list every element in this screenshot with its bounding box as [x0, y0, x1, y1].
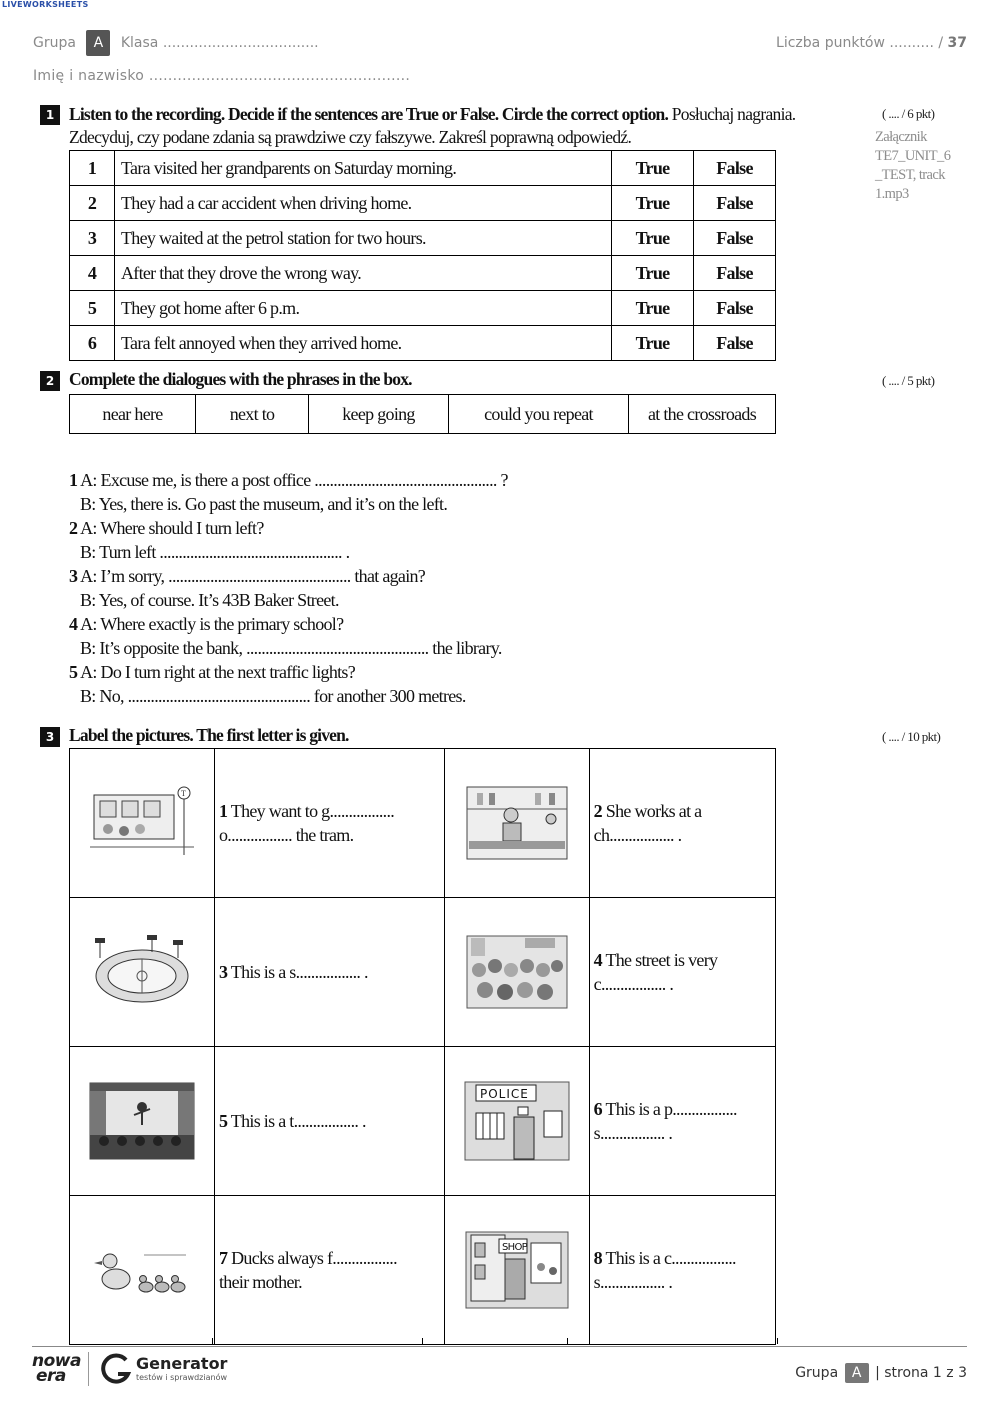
table-row [70, 898, 776, 1047]
stadium-picture [70, 898, 215, 1047]
exercise-1-instruction [69, 103, 879, 149]
tram-picture [70, 749, 215, 898]
table-continuation-divider [422, 1338, 423, 1344]
row-number: 3 [70, 221, 115, 256]
brand-mark: LIVEWORKSHEETS [2, 0, 89, 9]
svg-text:T: T [181, 789, 186, 798]
exercise-1-instruction-pl-1: Posłuchaj nagrania. [671, 104, 796, 124]
picture-table [69, 748, 776, 1345]
table-row [70, 291, 776, 326]
exercise-2-points: ( .... / 5 pkt) [882, 373, 935, 388]
table-row [70, 749, 776, 898]
footer-page-info [795, 1363, 967, 1383]
label-item-5[interactable]: 5 This is a t................. . [215, 1047, 445, 1196]
phrase-item: keep going [309, 395, 449, 434]
class-label: Klasa ................................... [120, 35, 319, 51]
false-option[interactable]: False [694, 256, 776, 291]
row-sentence: Tara felt annoyed when they arrived home. [115, 326, 612, 361]
label-item-4[interactable]: 4 The street is very c................. . [589, 898, 775, 1047]
false-option[interactable]: False [694, 291, 776, 326]
exercise-1-points: ( .... / 6 pkt) [882, 106, 935, 121]
police-station-picture [444, 1047, 589, 1196]
dialogue-line-a: 4 A: Where exactly is the primary school? [69, 614, 344, 634]
row-sentence: After that they drove the wrong way. [115, 256, 612, 291]
points-total: 37 [947, 35, 967, 51]
phrase-item: next to [196, 395, 309, 434]
footer-page-number: | strona 1 z 3 [875, 1365, 967, 1381]
dialogue-text: A: Where should I turn left? [80, 518, 264, 538]
label-item-3[interactable]: 3 This is a s................. . [215, 898, 445, 1047]
exercise-2-instruction-text: Complete the dialogues with the phrases in the box. [69, 369, 412, 389]
false-option[interactable]: False [694, 151, 776, 186]
phrase-box [69, 394, 776, 434]
points-label: Liczba punktów .......... / [776, 35, 944, 51]
footer-group-value: A [845, 1363, 869, 1383]
generator-logo: Generator testów i sprawdzianów [136, 1354, 228, 1382]
table-row [70, 151, 776, 186]
phrase-item: near here [70, 395, 196, 434]
header-group [33, 30, 319, 56]
dialogue-text: A: Do I turn right at the next traffic lights? [80, 662, 356, 682]
row-number: 1 [70, 151, 115, 186]
false-option[interactable]: False [694, 221, 776, 256]
exercise-2-instruction [69, 369, 412, 390]
exercise-1-instruction-en: Listen to the recording. Decide if the sentences are True or False. Circle the correct option. [69, 104, 669, 124]
exercise-3-number: 3 [40, 727, 60, 747]
dialogue-line-a: 5 A: Do I turn right at the next traffic lights? [69, 662, 356, 682]
ducks-picture [70, 1196, 215, 1345]
true-false-table [69, 150, 776, 361]
true-option[interactable]: True [612, 221, 694, 256]
crowd-picture [444, 898, 589, 1047]
exercise-3-points: ( .... / 10 pkt) [882, 729, 941, 744]
exercise-1-attachment [875, 128, 950, 204]
dialogue-line-a: 3 A: I’m sorry, ................................................ that again? [69, 566, 426, 586]
label-item-2[interactable]: 2 She works at a ch................. . [589, 749, 775, 898]
row-number: 4 [70, 256, 115, 291]
row-number: 2 [70, 186, 115, 221]
true-option[interactable]: True [612, 256, 694, 291]
footer-group-label: Grupa [795, 1365, 839, 1381]
points-summary [776, 35, 967, 51]
dialogue-text[interactable]: A: Excuse me, is there a post office ................................................ ? [80, 470, 508, 490]
exercise-3-instruction-text: Label the pictures. The first letter is given. [69, 725, 349, 745]
table-row [70, 186, 776, 221]
true-option[interactable]: True [612, 291, 694, 326]
true-option[interactable]: True [612, 186, 694, 221]
exercise-3-instruction [69, 725, 349, 746]
generator-logo-icon [100, 1352, 132, 1386]
row-number: 5 [70, 291, 115, 326]
label-item-7[interactable]: 7 Ducks always f................. their mother. [215, 1196, 445, 1345]
dialogues [69, 468, 508, 708]
label-item-1[interactable]: 1 They want to g................. o................. the tram. [215, 749, 445, 898]
dialogue-line-b: B: Yes, of course. It’s 43B Baker Street. [80, 590, 339, 610]
true-option[interactable]: True [612, 151, 694, 186]
nowa-era-logo: nowa era [32, 1351, 81, 1386]
dialogue-line-b: B: Yes, there is. Go past the museum, and it’s on the left. [80, 494, 448, 514]
corner-shop-picture [444, 1196, 589, 1345]
pharmacy-picture [444, 749, 589, 898]
phrase-item: at the crossroads [629, 395, 776, 434]
dialogue-line-b[interactable]: B: Turn left ................................................ . [80, 542, 350, 562]
theatre-picture [70, 1047, 215, 1196]
row-sentence: Tara visited her grandparents on Saturday morning. [115, 151, 612, 186]
false-option[interactable]: False [694, 326, 776, 361]
attachment-line: 1.mp3 [875, 186, 909, 202]
exercise-1-number: 1 [40, 105, 60, 125]
table-row [70, 1196, 776, 1345]
table-row [70, 256, 776, 291]
exercise-2-number: 2 [40, 371, 60, 391]
row-sentence: They had a car accident when driving home. [115, 186, 612, 221]
table-row [70, 1047, 776, 1196]
label-item-6[interactable]: 6 This is a p................. s................. . [589, 1047, 775, 1196]
row-sentence: They waited at the petrol station for two hours. [115, 221, 612, 256]
attachment-line: _TEST, track [875, 167, 945, 183]
table-continuation-divider [567, 1338, 568, 1344]
table-continuation [69, 1338, 778, 1344]
footer-logo-divider [88, 1352, 89, 1386]
name-label: Imię i nazwisko ....................................................... [33, 68, 411, 84]
table-row [70, 326, 776, 361]
police-sign-text: POLICE [479, 1087, 529, 1101]
attachment-line: TE7_UNIT_6 [875, 148, 951, 164]
dialogue-text[interactable]: A: I’m sorry, ................................................ that again? [80, 566, 426, 586]
exercise-1-instruction-pl-2: Zdecyduj, czy podane zdania są prawdziwe czy fałszywe. Zakreśl poprawną odpowiedź. [69, 127, 632, 147]
dialogue-line-a: 2 A: Where should I turn left? [69, 518, 264, 538]
false-option[interactable]: False [694, 186, 776, 221]
dialogue-text: A: Where exactly is the primary school? [80, 614, 344, 634]
dialogue-line-b[interactable]: B: No, ................................................ for another 300 metres. [80, 686, 466, 706]
footer-divider [32, 1346, 967, 1347]
table-continuation-divider [212, 1338, 213, 1344]
row-number: 6 [70, 326, 115, 361]
dialogue-line-a: 1 A: Excuse me, is there a post office ................................................ ? [69, 470, 508, 490]
dialogue-line-b[interactable]: B: It’s opposite the bank, ................................................ the library. [80, 638, 502, 658]
shop-sign-text: SHOP [501, 1242, 527, 1253]
group-label: Grupa [33, 35, 76, 51]
attachment-line: Załącznik [875, 129, 927, 145]
table-row [70, 221, 776, 256]
label-item-8[interactable]: 8 This is a c................. s................. . [589, 1196, 775, 1345]
phrase-item: could you repeat [449, 395, 629, 434]
true-option[interactable]: True [612, 326, 694, 361]
row-sentence: They got home after 6 p.m. [115, 291, 612, 326]
group-value: A [86, 30, 110, 56]
